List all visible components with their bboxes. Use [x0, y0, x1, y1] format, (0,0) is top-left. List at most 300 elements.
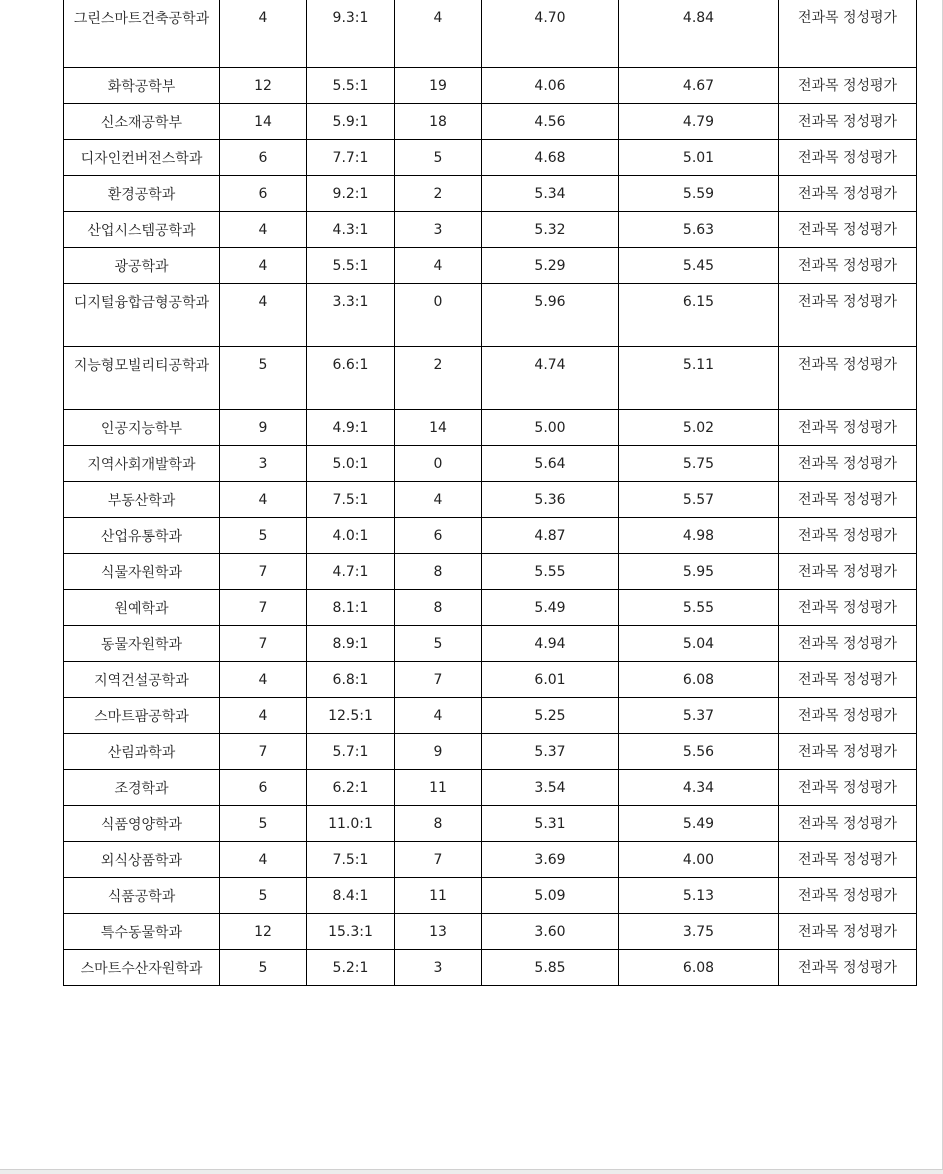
evaluation-method-cell	[779, 446, 917, 482]
competition-ratio-cell-text: 5.9:1	[332, 114, 369, 130]
competition-ratio-cell	[307, 626, 395, 662]
additional-pass-cell-text: 5	[433, 150, 443, 166]
quota-cell	[220, 0, 307, 68]
evaluation-method-cell-text: 전과목 정성평가	[797, 744, 898, 760]
additional-pass-cell-text: 4	[433, 492, 443, 508]
department-cell	[64, 446, 220, 482]
cutoff-grade-cell	[619, 347, 779, 410]
quota-cell-text: 4	[258, 10, 268, 26]
competition-ratio-cell	[307, 248, 395, 284]
additional-pass-cell-text: 2	[433, 357, 443, 373]
additional-pass-cell	[395, 662, 482, 698]
average-grade-cell-text: 5.96	[534, 294, 566, 310]
additional-pass-cell	[395, 410, 482, 446]
competition-ratio-cell-text: 9.2:1	[332, 186, 369, 202]
competition-ratio-cell	[307, 950, 395, 986]
competition-ratio-cell-text: 9.3:1	[332, 10, 369, 26]
department-cell	[64, 482, 220, 518]
additional-pass-cell	[395, 248, 482, 284]
evaluation-method-cell-text: 전과목 정성평가	[797, 186, 898, 202]
department-cell	[64, 806, 220, 842]
competition-ratio-cell-text: 5.0:1	[332, 456, 369, 472]
competition-ratio-cell-text: 6.6:1	[332, 357, 369, 373]
competition-ratio-cell	[307, 482, 395, 518]
additional-pass-cell	[395, 626, 482, 662]
average-grade-cell	[482, 770, 619, 806]
average-grade-cell	[482, 104, 619, 140]
competition-ratio-cell-text: 8.4:1	[332, 888, 369, 904]
evaluation-method-cell	[779, 914, 917, 950]
cutoff-grade-cell-text: 5.75	[682, 456, 715, 472]
additional-pass-cell-text: 2	[433, 186, 443, 202]
evaluation-method-cell-text: 전과목 정성평가	[797, 78, 898, 94]
quota-cell-text: 5	[258, 357, 268, 373]
average-grade-cell	[482, 176, 619, 212]
evaluation-method-cell-text: 전과목 정성평가	[797, 492, 898, 508]
competition-ratio-cell-text: 5.5:1	[332, 78, 369, 94]
table-row	[64, 482, 917, 518]
department-cell	[64, 248, 220, 284]
department-cell-text: 화학공학부	[107, 79, 176, 95]
evaluation-method-cell	[779, 482, 917, 518]
additional-pass-cell	[395, 734, 482, 770]
competition-ratio-cell	[307, 68, 395, 104]
table-row	[64, 950, 917, 986]
competition-ratio-cell-text: 12.5:1	[328, 708, 373, 724]
table-row	[64, 734, 917, 770]
quota-cell	[220, 482, 307, 518]
department-cell-text: 신소재공학부	[100, 115, 183, 131]
average-grade-cell	[482, 590, 619, 626]
cutoff-grade-cell	[619, 0, 779, 68]
department-cell-text: 지역사회개발학과	[87, 457, 196, 473]
evaluation-method-cell	[779, 518, 917, 554]
department-cell-text: 외식상품학과	[100, 853, 183, 869]
table-row	[64, 590, 917, 626]
average-grade-cell	[482, 0, 619, 68]
average-grade-cell-text: 3.60	[534, 924, 566, 940]
table-row	[64, 662, 917, 698]
cutoff-grade-cell-text: 4.79	[682, 114, 715, 130]
quota-cell-text: 6	[258, 780, 268, 796]
evaluation-method-cell-text: 전과목 정성평가	[797, 960, 898, 976]
additional-pass-cell	[395, 842, 482, 878]
average-grade-cell-text: 4.70	[534, 10, 566, 26]
cutoff-grade-cell	[619, 248, 779, 284]
additional-pass-cell	[395, 0, 482, 68]
cutoff-grade-cell	[619, 284, 779, 347]
evaluation-method-cell	[779, 410, 917, 446]
competition-ratio-cell	[307, 842, 395, 878]
average-grade-cell-text: 5.64	[534, 456, 566, 472]
additional-pass-cell-text: 3	[433, 222, 443, 238]
average-grade-cell	[482, 284, 619, 347]
additional-pass-cell-text: 6	[433, 528, 443, 544]
quota-cell-text: 4	[258, 708, 268, 724]
additional-pass-cell-text: 9	[433, 744, 443, 760]
additional-pass-cell-text: 8	[433, 600, 443, 616]
evaluation-method-cell	[779, 284, 917, 347]
cutoff-grade-cell	[619, 734, 779, 770]
table-row	[64, 626, 917, 662]
cutoff-grade-cell	[619, 950, 779, 986]
additional-pass-cell-text: 7	[433, 852, 443, 868]
cutoff-grade-cell-text: 5.11	[682, 357, 715, 373]
average-grade-cell	[482, 914, 619, 950]
additional-pass-cell-text: 13	[429, 924, 447, 940]
quota-cell	[220, 446, 307, 482]
cutoff-grade-cell	[619, 914, 779, 950]
department-cell	[64, 518, 220, 554]
cutoff-grade-cell	[619, 518, 779, 554]
competition-ratio-cell-text: 4.3:1	[332, 222, 369, 238]
average-grade-cell	[482, 248, 619, 284]
quota-cell	[220, 698, 307, 734]
competition-ratio-cell	[307, 0, 395, 68]
average-grade-cell-text: 5.49	[534, 600, 566, 616]
quota-cell	[220, 347, 307, 410]
quota-cell	[220, 176, 307, 212]
department-cell-text: 환경공학과	[107, 187, 176, 203]
department-cell-text: 그린스마트건축공학과	[73, 11, 210, 27]
competition-ratio-cell-text: 5.7:1	[332, 744, 369, 760]
page-bottom-edge	[0, 1169, 943, 1174]
quota-cell	[220, 950, 307, 986]
department-cell-text: 특수동물학과	[100, 925, 183, 941]
quota-cell	[220, 104, 307, 140]
cutoff-grade-cell-text: 6.15	[682, 294, 715, 310]
additional-pass-cell-text: 7	[433, 672, 443, 688]
evaluation-method-cell-text: 전과목 정성평가	[797, 888, 898, 904]
department-cell-text: 원예학과	[114, 601, 169, 617]
evaluation-method-cell-text: 전과목 정성평가	[797, 636, 898, 652]
cutoff-grade-cell-text: 4.84	[682, 10, 715, 26]
average-grade-cell-text: 5.31	[534, 816, 566, 832]
cutoff-grade-cell	[619, 626, 779, 662]
cutoff-grade-cell-text: 4.00	[682, 852, 715, 868]
quota-cell	[220, 590, 307, 626]
cutoff-grade-cell-text: 5.37	[682, 708, 715, 724]
department-cell	[64, 950, 220, 986]
cutoff-grade-cell	[619, 770, 779, 806]
average-grade-cell-text: 4.74	[534, 357, 566, 373]
competition-ratio-cell	[307, 347, 395, 410]
cutoff-grade-cell-text: 4.34	[682, 780, 715, 796]
additional-pass-cell	[395, 590, 482, 626]
department-cell-text: 스마트팜공학과	[94, 709, 189, 725]
evaluation-method-cell	[779, 0, 917, 68]
table-row	[64, 446, 917, 482]
additional-pass-cell-text: 4	[433, 708, 443, 724]
admissions-results-table	[63, 0, 917, 986]
evaluation-method-cell-text: 전과목 정성평가	[797, 672, 898, 688]
department-cell	[64, 68, 220, 104]
quota-cell-text: 4	[258, 672, 268, 688]
evaluation-method-cell-text: 전과목 정성평가	[797, 852, 898, 868]
competition-ratio-cell-text: 11.0:1	[328, 816, 373, 832]
competition-ratio-cell	[307, 590, 395, 626]
average-grade-cell-text: 5.55	[534, 564, 566, 580]
department-cell	[64, 698, 220, 734]
cutoff-grade-cell-text: 4.67	[682, 78, 715, 94]
additional-pass-cell-text: 0	[433, 456, 443, 472]
additional-pass-cell-text: 11	[429, 780, 447, 796]
quota-cell-text: 7	[258, 600, 268, 616]
competition-ratio-cell	[307, 662, 395, 698]
competition-ratio-cell-text: 7.5:1	[332, 492, 369, 508]
quota-cell	[220, 806, 307, 842]
department-cell-text: 스마트수산자원학과	[80, 961, 203, 977]
department-cell-text: 디지털융합금형공학과	[73, 295, 210, 311]
cutoff-grade-cell	[619, 698, 779, 734]
additional-pass-cell	[395, 950, 482, 986]
additional-pass-cell	[395, 284, 482, 347]
quota-cell-text: 4	[258, 294, 268, 310]
quota-cell-text: 9	[258, 420, 268, 436]
department-cell-text: 산업유통학과	[100, 529, 183, 545]
average-grade-cell-text: 4.87	[534, 528, 566, 544]
evaluation-method-cell	[779, 734, 917, 770]
department-cell	[64, 626, 220, 662]
evaluation-method-cell	[779, 554, 917, 590]
average-grade-cell	[482, 662, 619, 698]
average-grade-cell	[482, 518, 619, 554]
cutoff-grade-cell	[619, 68, 779, 104]
competition-ratio-cell-text: 4.9:1	[332, 420, 369, 436]
table-row	[64, 248, 917, 284]
quota-cell-text: 12	[254, 78, 272, 94]
table-row	[64, 806, 917, 842]
evaluation-method-cell-text: 전과목 정성평가	[797, 258, 898, 274]
average-grade-cell-text: 5.32	[534, 222, 566, 238]
quota-cell-text: 3	[258, 456, 268, 472]
quota-cell-text: 14	[254, 114, 272, 130]
quota-cell-text: 6	[258, 186, 268, 202]
table-row	[64, 212, 917, 248]
evaluation-method-cell	[779, 212, 917, 248]
department-cell	[64, 104, 220, 140]
department-cell-text: 산림과학과	[107, 745, 176, 761]
evaluation-method-cell	[779, 68, 917, 104]
quota-cell-text: 5	[258, 816, 268, 832]
department-cell-text: 식품공학과	[107, 889, 176, 905]
additional-pass-cell	[395, 698, 482, 734]
evaluation-method-cell-text: 전과목 정성평가	[797, 600, 898, 616]
department-cell	[64, 212, 220, 248]
competition-ratio-cell-text: 8.9:1	[332, 636, 369, 652]
department-cell	[64, 410, 220, 446]
average-grade-cell-text: 5.36	[534, 492, 566, 508]
quota-cell-text: 4	[258, 492, 268, 508]
competition-ratio-cell	[307, 734, 395, 770]
competition-ratio-cell-text: 8.1:1	[332, 600, 369, 616]
additional-pass-cell	[395, 176, 482, 212]
evaluation-method-cell	[779, 347, 917, 410]
competition-ratio-cell-text: 6.2:1	[332, 780, 369, 796]
average-grade-cell-text: 5.85	[534, 960, 566, 976]
average-grade-cell	[482, 482, 619, 518]
table-row	[64, 68, 917, 104]
average-grade-cell	[482, 410, 619, 446]
quota-cell-text: 4	[258, 852, 268, 868]
cutoff-grade-cell	[619, 842, 779, 878]
average-grade-cell	[482, 554, 619, 590]
additional-pass-cell	[395, 770, 482, 806]
competition-ratio-cell	[307, 446, 395, 482]
quota-cell	[220, 734, 307, 770]
department-cell	[64, 347, 220, 410]
average-grade-cell-text: 3.54	[534, 780, 566, 796]
competition-ratio-cell	[307, 176, 395, 212]
department-cell-text: 부동산학과	[107, 493, 176, 509]
cutoff-grade-cell-text: 5.55	[682, 600, 715, 616]
evaluation-method-cell	[779, 806, 917, 842]
department-cell-text: 조경학과	[114, 781, 169, 797]
quota-cell	[220, 518, 307, 554]
evaluation-method-cell	[779, 770, 917, 806]
quota-cell	[220, 842, 307, 878]
competition-ratio-cell	[307, 518, 395, 554]
average-grade-cell-text: 5.25	[534, 708, 566, 724]
cutoff-grade-cell	[619, 806, 779, 842]
cutoff-grade-cell-text: 6.08	[682, 672, 715, 688]
evaluation-method-cell	[779, 950, 917, 986]
quota-cell-text: 4	[258, 222, 268, 238]
quota-cell-text: 5	[258, 960, 268, 976]
average-grade-cell	[482, 626, 619, 662]
quota-cell	[220, 554, 307, 590]
quota-cell-text: 7	[258, 744, 268, 760]
department-cell	[64, 770, 220, 806]
average-grade-cell	[482, 446, 619, 482]
quota-cell	[220, 410, 307, 446]
cutoff-grade-cell	[619, 104, 779, 140]
quota-cell	[220, 770, 307, 806]
evaluation-method-cell-text: 전과목 정성평가	[797, 456, 898, 472]
competition-ratio-cell-text: 5.2:1	[332, 960, 369, 976]
evaluation-method-cell-text: 전과목 정성평가	[797, 10, 898, 26]
average-grade-cell	[482, 842, 619, 878]
evaluation-method-cell-text: 전과목 정성평가	[797, 114, 898, 130]
table-row	[64, 878, 917, 914]
evaluation-method-cell	[779, 104, 917, 140]
average-grade-cell	[482, 347, 619, 410]
cutoff-grade-cell	[619, 212, 779, 248]
department-cell	[64, 554, 220, 590]
table-row	[64, 176, 917, 212]
average-grade-cell-text: 5.00	[534, 420, 566, 436]
cutoff-grade-cell-text: 5.13	[682, 888, 715, 904]
evaluation-method-cell	[779, 842, 917, 878]
competition-ratio-cell	[307, 806, 395, 842]
competition-ratio-cell	[307, 140, 395, 176]
department-cell	[64, 878, 220, 914]
evaluation-method-cell-text: 전과목 정성평가	[797, 924, 898, 940]
average-grade-cell-text: 6.01	[534, 672, 566, 688]
quota-cell	[220, 212, 307, 248]
cutoff-grade-cell-text: 5.56	[682, 744, 715, 760]
evaluation-method-cell-text: 전과목 정성평가	[797, 357, 898, 373]
competition-ratio-cell	[307, 914, 395, 950]
cutoff-grade-cell	[619, 590, 779, 626]
department-cell-text: 지역건설공학과	[94, 673, 189, 689]
evaluation-method-cell-text: 전과목 정성평가	[797, 780, 898, 796]
evaluation-method-cell-text: 전과목 정성평가	[797, 528, 898, 544]
additional-pass-cell	[395, 554, 482, 590]
evaluation-method-cell-text: 전과목 정성평가	[797, 708, 898, 724]
additional-pass-cell-text: 8	[433, 564, 443, 580]
table-row	[64, 104, 917, 140]
evaluation-method-cell	[779, 878, 917, 914]
evaluation-method-cell-text: 전과목 정성평가	[797, 420, 898, 436]
additional-pass-cell-text: 4	[433, 258, 443, 274]
competition-ratio-cell	[307, 212, 395, 248]
table-row	[64, 770, 917, 806]
department-cell-text: 인공지능학부	[100, 421, 183, 437]
department-cell-text: 동물자원학과	[100, 637, 183, 653]
cutoff-grade-cell-text: 4.98	[682, 528, 715, 544]
competition-ratio-cell-text: 7.7:1	[332, 150, 369, 166]
cutoff-grade-cell	[619, 176, 779, 212]
additional-pass-cell-text: 4	[433, 10, 443, 26]
department-cell-text: 식품영양학과	[100, 817, 183, 833]
average-grade-cell-text: 5.09	[534, 888, 566, 904]
average-grade-cell-text: 4.94	[534, 636, 566, 652]
average-grade-cell	[482, 140, 619, 176]
evaluation-method-cell-text: 전과목 정성평가	[797, 564, 898, 580]
average-grade-cell-text: 5.29	[534, 258, 566, 274]
cutoff-grade-cell	[619, 140, 779, 176]
quota-cell	[220, 68, 307, 104]
average-grade-cell	[482, 212, 619, 248]
quota-cell-text: 5	[258, 528, 268, 544]
table-row	[64, 914, 917, 950]
cutoff-grade-cell-text: 3.75	[682, 924, 715, 940]
quota-cell	[220, 914, 307, 950]
cutoff-grade-cell	[619, 662, 779, 698]
average-grade-cell-text: 4.06	[534, 78, 566, 94]
department-cell	[64, 734, 220, 770]
additional-pass-cell-text: 5	[433, 636, 443, 652]
competition-ratio-cell	[307, 554, 395, 590]
cutoff-grade-cell	[619, 554, 779, 590]
additional-pass-cell	[395, 878, 482, 914]
competition-ratio-cell	[307, 770, 395, 806]
competition-ratio-cell-text: 15.3:1	[328, 924, 373, 940]
additional-pass-cell-text: 0	[433, 294, 443, 310]
department-cell	[64, 590, 220, 626]
additional-pass-cell	[395, 104, 482, 140]
evaluation-method-cell	[779, 662, 917, 698]
cutoff-grade-cell	[619, 446, 779, 482]
average-grade-cell-text: 3.69	[534, 852, 566, 868]
table-body	[64, 0, 917, 986]
competition-ratio-cell	[307, 698, 395, 734]
additional-pass-cell	[395, 518, 482, 554]
evaluation-method-cell	[779, 626, 917, 662]
department-cell-text: 디자인컨버전스학과	[80, 151, 203, 167]
quota-cell-text: 4	[258, 258, 268, 274]
average-grade-cell	[482, 950, 619, 986]
average-grade-cell	[482, 878, 619, 914]
additional-pass-cell	[395, 482, 482, 518]
competition-ratio-cell-text: 6.8:1	[332, 672, 369, 688]
table-row	[64, 842, 917, 878]
quota-cell-text: 5	[258, 888, 268, 904]
additional-pass-cell-text: 8	[433, 816, 443, 832]
additional-pass-cell	[395, 347, 482, 410]
competition-ratio-cell-text: 7.5:1	[332, 852, 369, 868]
